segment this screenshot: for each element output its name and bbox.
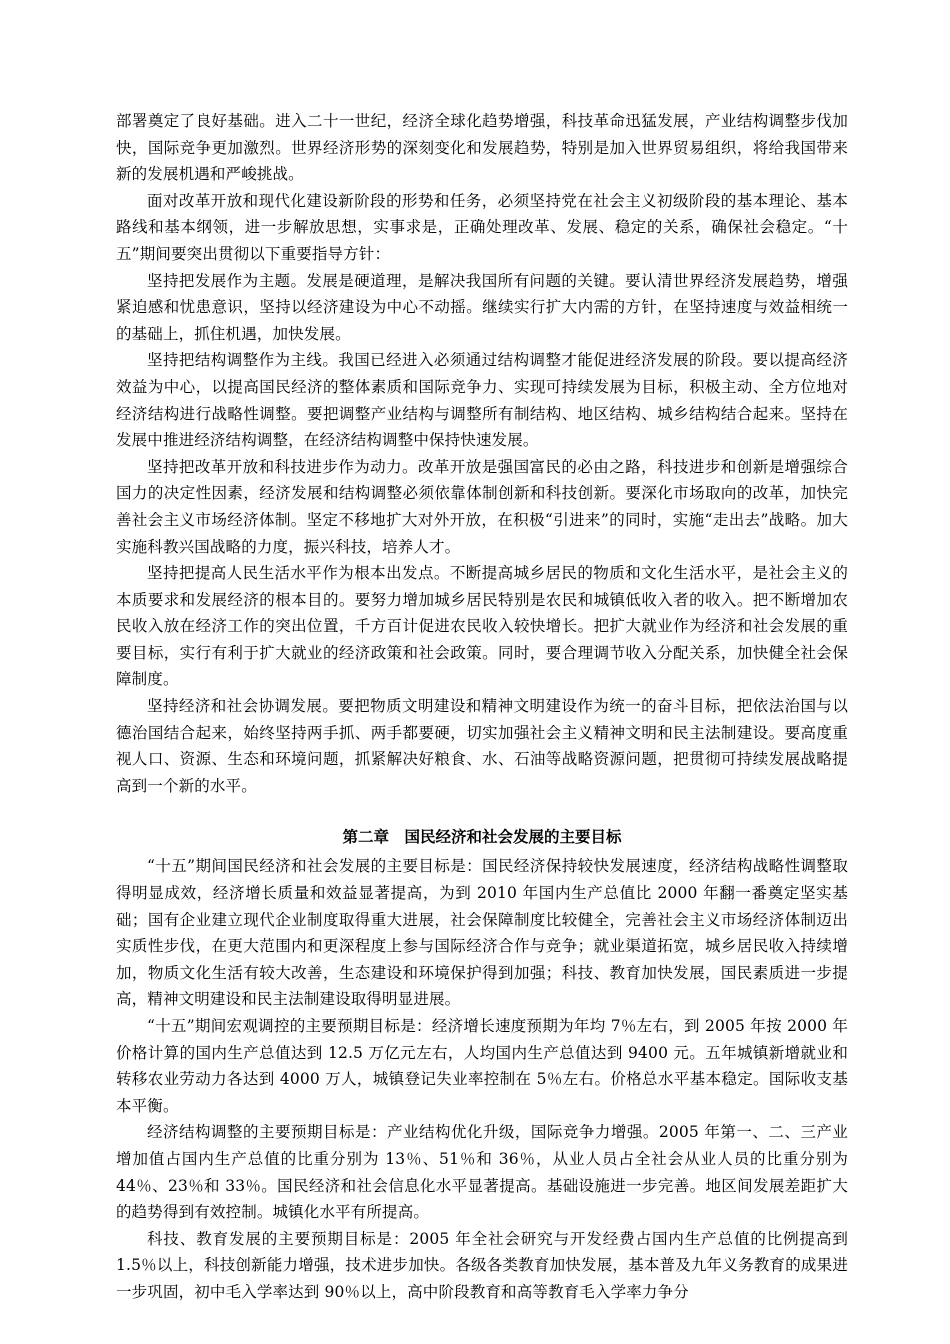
paragraph-main-goals: “十五”期间国民经济和社会发展的主要目标是：国民经济保持较快发展速度，经济结构战略性调整取得明显成效，经济增长质量和效益显著提高，为到 2010 年国内生产总值比 2000 年翻一番奠定坚实基础；国有企业建立现代企业制度取得重大进展，社会保障制度比较健全，完善社会主义市场经济体制迈出实质性步伐，在更大范围内和更深程度上参与国际经济合作与竞争；就业渠道拓宽，城乡居民收入持续增加，物质文化生活有较大改善，生态建设和环境保护得到加强；科技、教育加快发展，国民素质进一步提高，精神文明建设和民主法制建设取得明显进展。 bbox=[116, 857, 848, 1009]
paragraph-education-targets: 科技、教育发展的主要预期目标是：2005 年全社会研究与开发经费占国内生产总值的比例提高到 1.5％以上，科技创新能力增强，技术进步加快。各级各类教育加快发展，基本普及九年义务教育的成果进一步巩固，初中毛入学率达到 90％以上，高中阶段教育和高等教育毛入学率力争分 bbox=[116, 1229, 848, 1301]
paragraph-reform-and-technology: 坚持把改革开放和科技进步作为动力。改革开放是强国富民的必由之路，科技进步和创新是增强综合国力的决定性因素，经济发展和结构调整必须依靠体制创新和科技创新。要深化市场取向的改革，加快完善社会主义市场经济体制。坚定不移地扩大对外开放，在积极“引进来”的同时，实施“走出去”战略。加大实施科教兴国战略的力度，振兴科技，培养人才。 bbox=[116, 457, 848, 556]
chapter-title: 第二章 国民经济和社会发展的主要目标 bbox=[342, 828, 622, 847]
paragraph-structural-adjustment: 坚持把结构调整作为主线。我国已经进入必须通过结构调整才能促进经济发展的阶段。要以提高经济效益为中心，以提高国民经济的整体素质和国际竞争力、实现可持续发展为目标，积极主动、全方位地对经济结构进行战略性调整。要把调整产业结构与调整所有制结构、地区结构、城乡结构结合起来。坚持在发展中推进经济结构调整，在经济结构调整中保持快速发展。 bbox=[116, 351, 848, 450]
paragraph-structure-targets: 经济结构调整的主要预期目标是：产业结构优化升级，国际竞争力增强。2005 年第一、二、三产业增加值占国内生产总值的比重分别为 13％、51％和 36％，从业人员占全社会从业人员的比重分别为 44％、23％和 33％。国民经济和社会信息化水平显著提高。基础设施进一步完善。地区间发展差距扩大的趋势得到有效控制。城镇化水平有所提高。 bbox=[116, 1123, 848, 1222]
document-body bbox=[116, 108, 848, 1306]
paragraph-guidelines-intro: 面对改革开放和现代化建设新阶段的形势和任务，必须坚持党在社会主义初级阶段的基本理论、基本路线和基本纲领，进一步解放思想，实事求是，正确处理改革、发展、稳定的关系，确保社会稳定。“十五”期间要突出贯彻以下重要指导方针： bbox=[116, 191, 848, 263]
paragraph-continuation: 部署奠定了良好基础。进入二十一世纪，经济全球化趋势增强，科技革命迅猛发展，产业结构调整步伐加快，国际竞争更加激烈。世界经济形势的深刻变化和发展趋势，特别是加入世界贸易组织，将给我国带来新的发展机遇和严峻挑战。 bbox=[116, 112, 848, 184]
paragraph-coordinated-development: 坚持经济和社会协调发展。要把物质文明建设和精神文明建设作为统一的奋斗目标，把依法治国与以德治国结合起来，始终坚持两手抓、两手都要硬，切实加强社会主义精神文明和民主法制建设。要高度重视人口、资源、生态和环境问题，抓紧解决好粮食、水、石油等战略资源问题，把贯彻可持续发展战略提高到一个新的水平。 bbox=[116, 697, 848, 795]
paragraph-macro-targets: “十五”期间宏观调控的主要预期目标是：经济增长速度预期为年均 7％左右，到 2005 年按 2000 年价格计算的国内生产总值达到 12.5 万亿元左右，人均国内生产总值达到 9400 元。五年城镇新增就业和转移农业劳动力各达到 4000 万人，城镇登记失业率控制在 5％左右。价格总水平基本稳定。国际收支基本平衡。 bbox=[116, 1017, 848, 1115]
paragraph-living-standards: 坚持把提高人民生活水平作为根本出发点。不断提高城乡居民的物质和文化生活水平，是社会主义的本质要求和发展经济的根本目的。要努力增加城乡居民特别是农民和城镇低收入者的收入。把不断增加农民收入放在经济工作的突出位置，千方百计促进农民收入较快增长。把扩大就业作为经济和社会发展的重要目标，实行有利于扩大就业的经济政策和社会政策。同时，要合理调节收入分配关系，加快健全社会保障制度。 bbox=[116, 564, 848, 689]
paragraph-development-theme: 坚持把发展作为主题。发展是硬道理，是解决我国所有问题的关键。要认清世界经济发展趋势，增强紧迫感和忧患意识，坚持以经济建设为中心不动摇。继续实行扩大内需的方针，在坚持速度与效益相统一的基础上，抓住机遇，加快发展。 bbox=[116, 271, 848, 343]
